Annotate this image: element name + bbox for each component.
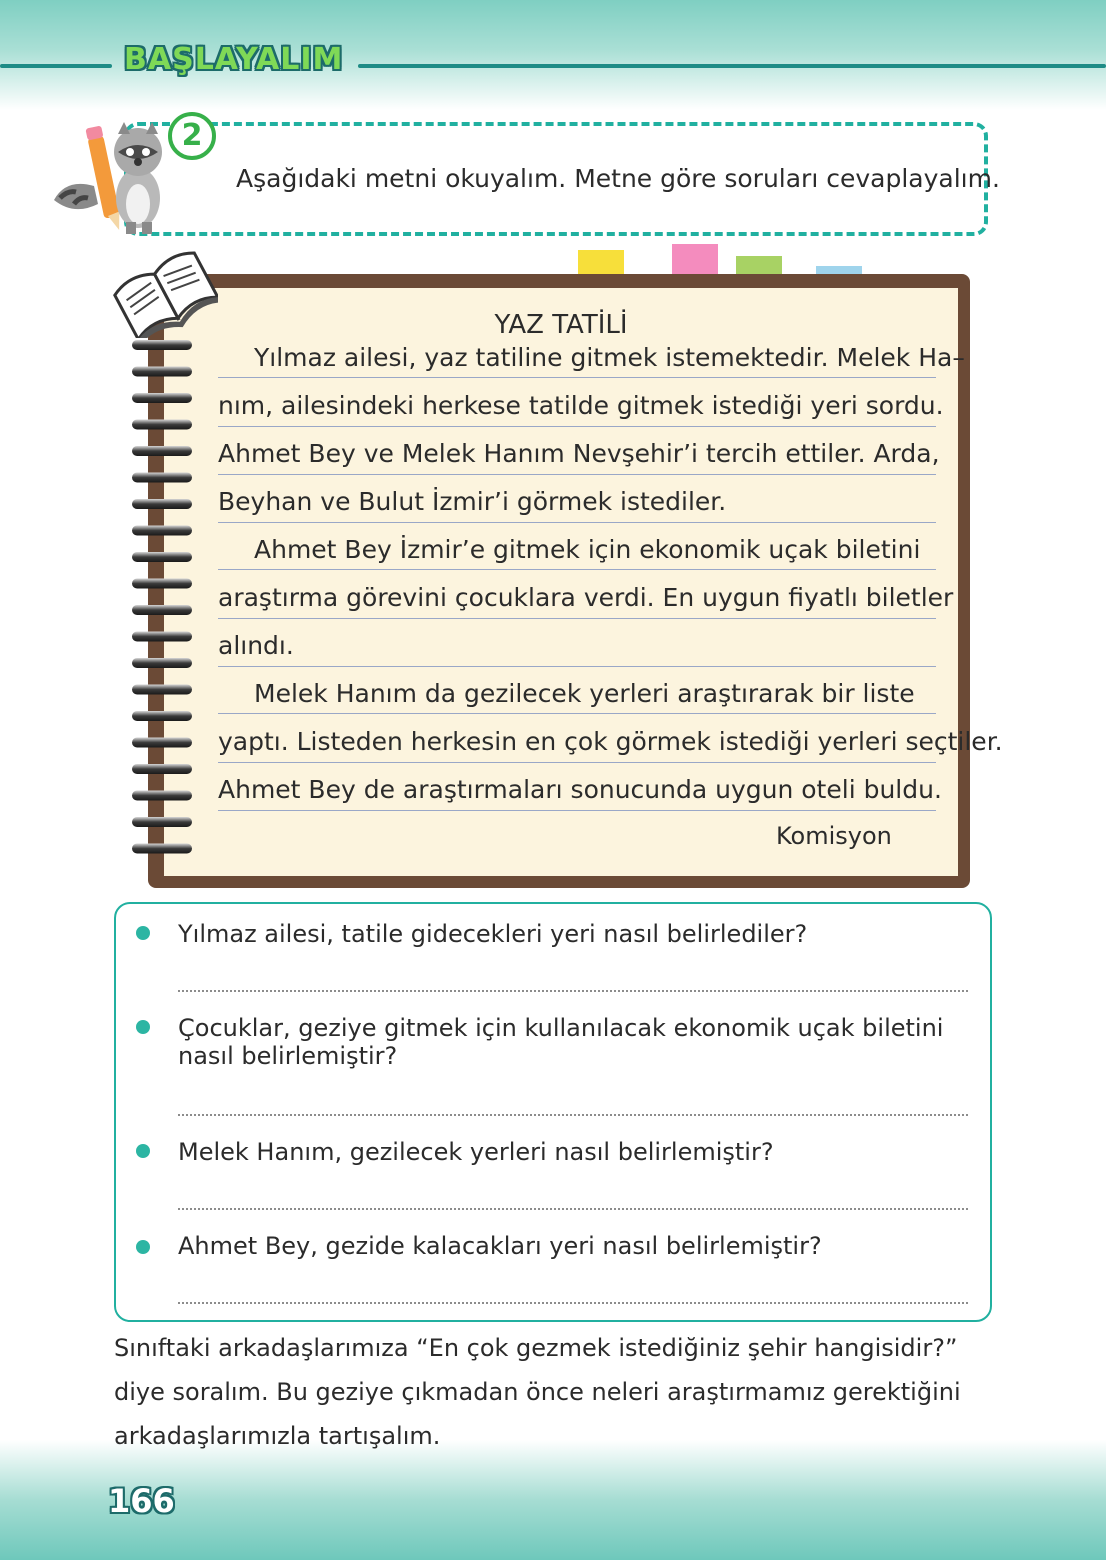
- spiral-ring: [132, 579, 192, 589]
- question-bullet: [136, 1020, 150, 1034]
- spiral-ring: [132, 340, 192, 350]
- spiral-ring: [132, 817, 192, 827]
- spiral-ring: [132, 552, 192, 562]
- spiral-ring: [132, 526, 192, 536]
- spiral-ring: [132, 393, 192, 403]
- answer-line[interactable]: [178, 988, 968, 992]
- answer-line[interactable]: [178, 1112, 968, 1116]
- story-line: Beyhan ve Bulut İzmir’i görmek istediler.: [218, 482, 936, 523]
- spiral-ring: [132, 791, 192, 801]
- raccoon-mascot-icon: [46, 108, 176, 238]
- question-text: Melek Hanım, gezilecek yerleri nasıl belirlemiştir?: [178, 1138, 774, 1166]
- spiral-ring: [132, 685, 192, 695]
- story-line: alındı.: [218, 626, 936, 667]
- activity-number-badge: 2: [168, 112, 216, 160]
- story-line: Ahmet Bey İzmir’e gitmek için ekonomik uçak biletini: [218, 530, 936, 570]
- spiral-ring: [132, 499, 192, 509]
- question-bullet: [136, 1240, 150, 1254]
- spiral-ring: [132, 367, 192, 377]
- question-text: Yılmaz ailesi, tatile gidecekleri yeri nasıl belirlediler?: [178, 920, 808, 948]
- story-line: Ahmet Bey ve Melek Hanım Nevşehir’i tercih ettiler. Arda,: [218, 434, 936, 475]
- story-line: Melek Hanım da gezilecek yerleri araştırarak bir liste: [218, 674, 936, 714]
- question-bullet: [136, 1144, 150, 1158]
- header-rule-right: [358, 64, 1106, 68]
- spiral-ring: [132, 764, 192, 774]
- header-rule-left: [0, 64, 112, 68]
- story-line: Yılmaz ailesi, yaz tatiline gitmek istemektedir. Melek Ha–: [218, 338, 936, 378]
- story-line: nım, ailesindeki herkese tatilde gitmek istediği yeri sordu.: [218, 386, 936, 427]
- section-title: BAŞLAYALIM: [124, 42, 344, 77]
- spiral-ring: [132, 632, 192, 642]
- story-line: yaptı. Listeden herkesin en çok görmek istediği yerleri seçtiler.: [218, 722, 936, 763]
- story-line: araştırma görevini çocuklara verdi. En uygun fiyatlı biletler: [218, 578, 936, 619]
- spiral-ring: [132, 711, 192, 721]
- spiral-ring: [132, 658, 192, 668]
- spiral-ring: [132, 420, 192, 430]
- question-text: Çocuklar, geziye gitmek için kullanılacak ekonomik uçak biletini nasıl belirlemiştir?: [178, 1014, 944, 1070]
- spiral-ring: [132, 738, 192, 748]
- story-line: Ahmet Bey de araştırmaları sonucunda uygun oteli buldu.: [218, 770, 936, 811]
- question-text: Ahmet Bey, gezide kalacakları yeri nasıl belirlemiştir?: [178, 1232, 822, 1260]
- spiral-ring: [132, 844, 192, 854]
- story-title: YAZ TATİLİ: [494, 310, 628, 340]
- answer-line[interactable]: [178, 1206, 968, 1210]
- closing-paragraph-line: Sınıftaki arkadaşlarımıza “En çok gezmek istediğiniz şehir hangisidir?”: [114, 1334, 958, 1362]
- instruction-text: Aşağıdaki metni okuyalım. Metne göre soruları cevaplayalım.: [236, 164, 1000, 193]
- page-number: 166: [108, 1482, 175, 1520]
- spiral-ring: [132, 605, 192, 615]
- closing-paragraph-line: diye soralım. Bu geziye çıkmadan önce neleri araştırmamız gerektiğini: [114, 1378, 961, 1406]
- story-signature: Komisyon: [776, 822, 892, 850]
- closing-paragraph-line: arkadaşlarımızla tartışalım.: [114, 1422, 441, 1450]
- notebook-spiral-rings: [126, 330, 198, 870]
- answer-line[interactable]: [178, 1300, 968, 1304]
- spiral-ring: [132, 446, 192, 456]
- question-bullet: [136, 926, 150, 940]
- spiral-ring: [132, 473, 192, 483]
